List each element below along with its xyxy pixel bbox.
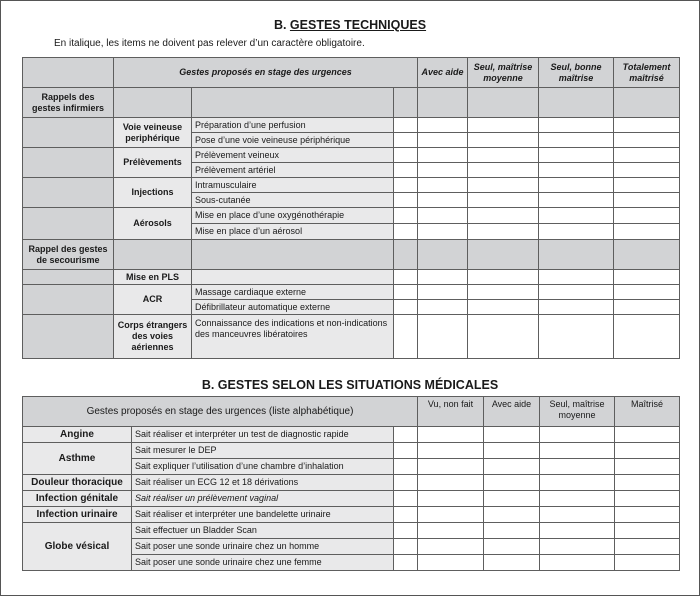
item-checkbox[interactable] xyxy=(394,300,418,315)
group-empty xyxy=(114,240,192,270)
subgroup-spacer xyxy=(23,148,114,178)
level-cell-2[interactable] xyxy=(484,475,540,491)
subgroup-spacer xyxy=(23,285,114,315)
item-label: Prélèvement artériel xyxy=(192,163,394,178)
level-cell-4[interactable] xyxy=(614,208,680,224)
level-cell-4[interactable] xyxy=(614,163,680,178)
level-cell-2[interactable] xyxy=(468,270,539,285)
level-cell-3[interactable] xyxy=(539,178,614,193)
subgroup-spacer xyxy=(23,315,114,359)
situation-label: Globe vésical xyxy=(23,523,132,571)
header-level-4: Totalement maîtrisé xyxy=(614,58,680,88)
item-checkbox[interactable] xyxy=(394,133,418,148)
situation-row xyxy=(23,523,680,539)
level-cell-4[interactable] xyxy=(615,539,680,555)
header-level-1: Avec aide xyxy=(418,58,468,88)
level-cell-3[interactable] xyxy=(539,224,614,240)
item-label: Massage cardiaque externe xyxy=(192,285,394,300)
group-level-cell xyxy=(468,240,539,270)
header-row xyxy=(23,58,680,88)
level-cell-3[interactable] xyxy=(540,507,615,523)
item-row xyxy=(23,315,680,359)
header-level-1: Vu, non fait xyxy=(418,397,484,427)
group-level-cell xyxy=(614,240,680,270)
item-checkbox[interactable] xyxy=(394,118,418,133)
item-checkbox[interactable] xyxy=(394,539,418,555)
level-cell-4[interactable] xyxy=(614,300,680,315)
skill-label: Sait réaliser et interpréter un test de diagnostic rapide xyxy=(132,427,394,443)
group-empty xyxy=(192,240,394,270)
level-cell-2[interactable] xyxy=(468,133,539,148)
situation-label: Angine xyxy=(23,427,132,443)
item-checkbox[interactable] xyxy=(394,208,418,224)
level-cell-1[interactable] xyxy=(418,300,468,315)
item-checkbox[interactable] xyxy=(394,459,418,475)
level-cell-2[interactable] xyxy=(468,163,539,178)
level-cell-3[interactable] xyxy=(540,443,615,459)
level-cell-3[interactable] xyxy=(539,270,614,285)
subgroup-label: Prélèvements xyxy=(114,148,192,178)
section1-title xyxy=(0,18,700,32)
group-empty xyxy=(114,88,192,118)
subgroup-label: Injections xyxy=(114,178,192,208)
item-row xyxy=(23,118,680,133)
situation-row xyxy=(23,475,680,491)
item-label: Intramusculaire xyxy=(192,178,394,193)
level-cell-1[interactable] xyxy=(418,523,484,539)
level-cell-1[interactable] xyxy=(418,208,468,224)
level-cell-4[interactable] xyxy=(614,178,680,193)
level-cell-4[interactable] xyxy=(615,459,680,475)
header-corner xyxy=(23,58,114,88)
level-cell-4[interactable] xyxy=(615,523,680,539)
level-cell-3[interactable] xyxy=(539,133,614,148)
level-cell-2[interactable] xyxy=(468,193,539,208)
level-cell-2[interactable] xyxy=(484,491,540,507)
group-empty xyxy=(394,88,418,118)
gestes-techniques-table xyxy=(22,57,680,359)
group-empty xyxy=(192,88,394,118)
level-cell-4[interactable] xyxy=(614,133,680,148)
item-label xyxy=(192,270,394,285)
level-cell-2[interactable] xyxy=(468,315,539,359)
level-cell-1[interactable] xyxy=(418,539,484,555)
group-level-cell xyxy=(539,88,614,118)
item-checkbox[interactable] xyxy=(394,475,418,491)
level-cell-4[interactable] xyxy=(614,224,680,240)
subgroup-label: Corps étrangers des voies aériennes xyxy=(114,315,192,359)
level-cell-1[interactable] xyxy=(418,178,468,193)
level-cell-3[interactable] xyxy=(539,118,614,133)
level-cell-3[interactable] xyxy=(539,208,614,224)
section2-title: B. GESTES SELON LES SITUATIONS MÉDICALES xyxy=(201,378,499,392)
subgroup-spacer xyxy=(23,270,114,285)
group-row xyxy=(23,240,680,270)
level-cell-4[interactable] xyxy=(615,555,680,571)
header-level-2: Seul, maîtrise moyenne xyxy=(468,58,539,88)
level-cell-2[interactable] xyxy=(484,555,540,571)
level-cell-3[interactable] xyxy=(539,193,614,208)
level-cell-1[interactable] xyxy=(418,118,468,133)
item-checkbox[interactable] xyxy=(394,193,418,208)
level-cell-4[interactable] xyxy=(615,475,680,491)
level-cell-4[interactable] xyxy=(615,507,680,523)
header-row xyxy=(23,397,680,427)
group-level-cell xyxy=(614,88,680,118)
group-label: Rappels des gestes infirmiers xyxy=(23,88,114,118)
group-label: Rappel des gestes de secourisme xyxy=(23,240,114,270)
level-cell-2[interactable] xyxy=(468,285,539,300)
item-checkbox[interactable] xyxy=(394,491,418,507)
level-cell-4[interactable] xyxy=(615,427,680,443)
level-cell-1[interactable] xyxy=(418,270,468,285)
level-cell-1[interactable] xyxy=(418,443,484,459)
level-cell-4[interactable] xyxy=(614,315,680,359)
item-label: Sous-cutanée xyxy=(192,193,394,208)
level-cell-4[interactable] xyxy=(615,491,680,507)
level-cell-3[interactable] xyxy=(540,555,615,571)
skill-label: Sait poser une sonde urinaire chez un homme xyxy=(132,539,394,555)
section1-title-prefix: B. xyxy=(273,18,287,32)
skill-label: Sait poser une sonde urinaire chez une femme xyxy=(132,555,394,571)
level-cell-1[interactable] xyxy=(418,555,484,571)
situation-label: Infection urinaire xyxy=(23,507,132,523)
level-cell-4[interactable] xyxy=(614,193,680,208)
level-cell-4[interactable] xyxy=(614,118,680,133)
level-cell-3[interactable] xyxy=(539,285,614,300)
group-level-cell xyxy=(468,88,539,118)
level-cell-2[interactable] xyxy=(484,443,540,459)
situation-row xyxy=(23,507,680,523)
section1-title-text: GESTES TECHNIQUES xyxy=(289,18,427,32)
situation-row xyxy=(23,427,680,443)
skill-label: Sait expliquer l’utilisation d’une chambre d’inhalation xyxy=(132,459,394,475)
level-cell-3[interactable] xyxy=(540,539,615,555)
item-row xyxy=(23,178,680,193)
header-level-2: Avec aide xyxy=(484,397,540,427)
level-cell-2[interactable] xyxy=(468,208,539,224)
subgroup-spacer xyxy=(23,178,114,208)
level-cell-1[interactable] xyxy=(418,315,468,359)
level-cell-1[interactable] xyxy=(418,224,468,240)
level-cell-3[interactable] xyxy=(540,459,615,475)
subgroup-spacer xyxy=(23,118,114,148)
level-cell-4[interactable] xyxy=(615,443,680,459)
level-cell-2[interactable] xyxy=(468,148,539,163)
level-cell-3[interactable] xyxy=(540,523,615,539)
level-cell-1[interactable] xyxy=(418,507,484,523)
skill-label: Sait effectuer un Bladder Scan xyxy=(132,523,394,539)
level-cell-3[interactable] xyxy=(540,427,615,443)
item-checkbox[interactable] xyxy=(394,555,418,571)
header-level-3: Seul, bonne maîtrise xyxy=(539,58,614,88)
item-checkbox[interactable] xyxy=(394,523,418,539)
item-checkbox[interactable] xyxy=(394,224,418,240)
item-checkbox[interactable] xyxy=(394,148,418,163)
group-level-cell xyxy=(418,240,468,270)
group-level-cell xyxy=(418,88,468,118)
level-cell-2[interactable] xyxy=(468,178,539,193)
level-cell-2[interactable] xyxy=(484,539,540,555)
header-gestes: Gestes proposés en stage des urgences (liste alphabétique) xyxy=(23,397,418,427)
level-cell-3[interactable] xyxy=(540,491,615,507)
level-cell-2[interactable] xyxy=(484,459,540,475)
item-checkbox[interactable] xyxy=(394,178,418,193)
skill-label: Sait mesurer le DEP xyxy=(132,443,394,459)
situation-row xyxy=(23,491,680,507)
header-gestes: Gestes proposés en stage des urgences xyxy=(114,58,418,88)
subgroup-label: Mise en PLS xyxy=(114,270,192,285)
level-cell-1[interactable] xyxy=(418,163,468,178)
group-row xyxy=(23,88,680,118)
level-cell-1[interactable] xyxy=(418,133,468,148)
item-label: Mise en place d’un aérosol xyxy=(192,224,394,240)
subgroup-label: Voie veineuse periphérique xyxy=(114,118,192,148)
level-cell-1[interactable] xyxy=(418,148,468,163)
level-cell-2[interactable] xyxy=(468,118,539,133)
level-cell-1[interactable] xyxy=(418,193,468,208)
level-cell-1[interactable] xyxy=(418,285,468,300)
level-cell-3[interactable] xyxy=(539,300,614,315)
item-checkbox[interactable] xyxy=(394,507,418,523)
item-checkbox[interactable] xyxy=(394,163,418,178)
level-cell-3[interactable] xyxy=(539,315,614,359)
level-cell-1[interactable] xyxy=(418,427,484,443)
skill-label: Sait réaliser un prélèvement vaginal xyxy=(132,491,394,507)
level-cell-2[interactable] xyxy=(468,300,539,315)
item-label: Prélèvement veineux xyxy=(192,148,394,163)
situations-medicales-table xyxy=(22,396,680,571)
header-level-4: Maîtrisé xyxy=(615,397,680,427)
item-checkbox[interactable] xyxy=(394,285,418,300)
item-label: Connaissance des indications et non-indications des manceuvres libératoires xyxy=(192,315,394,359)
item-label: Mise en place d’une oxygénothérapie xyxy=(192,208,394,224)
situation-row xyxy=(23,443,680,459)
subgroup-label: Aérosols xyxy=(114,208,192,240)
item-row xyxy=(23,270,680,285)
item-checkbox[interactable] xyxy=(394,443,418,459)
group-level-cell xyxy=(539,240,614,270)
item-checkbox[interactable] xyxy=(394,315,418,359)
level-cell-3[interactable] xyxy=(539,148,614,163)
item-label: Défibrillateur automatique externe xyxy=(192,300,394,315)
situation-label: Infection génitale xyxy=(23,491,132,507)
item-label: Pose d’une voie veineuse périphérique xyxy=(192,133,394,148)
item-checkbox[interactable] xyxy=(394,270,418,285)
item-checkbox[interactable] xyxy=(394,427,418,443)
level-cell-4[interactable] xyxy=(614,148,680,163)
level-cell-1[interactable] xyxy=(418,459,484,475)
situation-label: Douleur thoracique xyxy=(23,475,132,491)
item-row xyxy=(23,208,680,224)
group-empty xyxy=(394,240,418,270)
level-cell-4[interactable] xyxy=(614,270,680,285)
level-cell-2[interactable] xyxy=(468,224,539,240)
section1-note: En italique, les items ne doivent pas relever d’un caractère obligatoire. xyxy=(54,38,365,49)
item-row xyxy=(23,285,680,300)
level-cell-3[interactable] xyxy=(539,163,614,178)
skill-label: Sait réaliser et interpréter une bandelette urinaire xyxy=(132,507,394,523)
level-cell-2[interactable] xyxy=(484,523,540,539)
level-cell-3[interactable] xyxy=(540,475,615,491)
level-cell-2[interactable] xyxy=(484,427,540,443)
level-cell-4[interactable] xyxy=(614,285,680,300)
subgroup-label: ACR xyxy=(114,285,192,315)
item-row xyxy=(23,148,680,163)
item-label: Préparation d’une perfusion xyxy=(192,118,394,133)
header-level-3: Seul, maîtrise moyenne xyxy=(540,397,615,427)
situation-label: Asthme xyxy=(23,443,132,475)
skill-label: Sait réaliser un ECG 12 et 18 dérivations xyxy=(132,475,394,491)
level-cell-1[interactable] xyxy=(418,491,484,507)
level-cell-2[interactable] xyxy=(484,507,540,523)
subgroup-spacer xyxy=(23,208,114,240)
level-cell-1[interactable] xyxy=(418,475,484,491)
